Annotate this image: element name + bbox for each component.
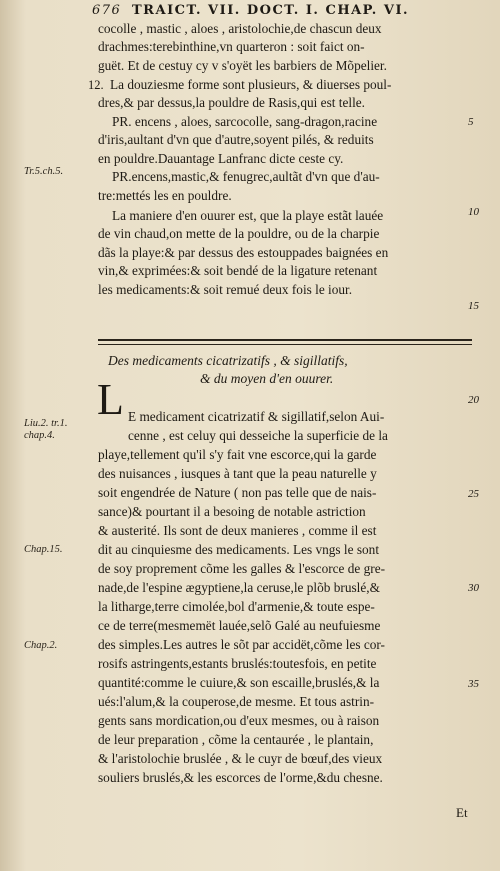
text-line: les medicaments:& soit remué deux fois le iour. — [98, 282, 353, 297]
text-line: vin,& exprimées:& soit bendé de la ligature retenant — [98, 263, 378, 278]
text-line: sance)& pourtant il a besoing de notable astriction — [98, 504, 366, 519]
text-line: playe,tellement qu'il s'y fait vne escorce,qui la garde — [98, 447, 377, 462]
section-heading-line1: Des medicaments cicatrizatifs , & sigillatifs, — [108, 353, 348, 368]
margin-note: Liu.2. tr.1. chap.4. — [24, 418, 68, 441]
text-line: soit engendrée de Nature ( non pas telle que de nais- — [98, 485, 377, 500]
text-line: souliers bruslés,& les escorces de l'orme,&du chesne. — [98, 770, 383, 785]
catchword: Et — [456, 805, 468, 820]
line-number: 35 — [468, 678, 479, 690]
article-number: 12. — [88, 78, 104, 92]
running-title: TRAICT. VII. DOCT. I. CHAP. VI. — [132, 3, 410, 18]
text-line: PR.encens,mastic,& fenugrec,aultãt d'vn que d'au- — [112, 169, 380, 184]
text-line: dãs la playe:& par dessus des estouppades baignées en — [98, 245, 389, 260]
drop-cap: L — [97, 375, 124, 424]
text-line: ce de terre(mesmemët lauée,selõ Galé au neufuiesme — [98, 618, 381, 633]
text-line: nade,de l'espine ægyptiene,la ceruse,le plõb bruslé,& — [98, 580, 380, 595]
text-line: drachmes:terebinthine,vn quarteron : soit faict on- — [98, 39, 365, 54]
text-line: quantité:comme le cuiure,& son escaille,bruslés,& la — [98, 675, 380, 690]
text-line: en pouldre.Dauantage Lanfranc dicte ceste cy. — [98, 151, 344, 166]
line-number: 30 — [468, 582, 479, 594]
text-line: La douziesme forme sont plusieurs, & diuerses poul- — [110, 77, 392, 92]
page-number: 676 — [92, 3, 122, 18]
text-line: cocolle , mastic , aloes , aristolochie,de chascun deux — [98, 21, 382, 36]
text-line: rosifs astringents,estants bruslés:toutesfois, en petite — [98, 656, 377, 671]
line-number: 5 — [468, 116, 474, 128]
text-line: de vin chaud,on mette de la pouldre, ou de la charpie — [98, 226, 380, 241]
text-line: de soy proprement cõme les galles & l'escorce de gre- — [98, 561, 386, 576]
margin-note: Chap.15. — [24, 544, 63, 555]
text-line: gents sans mordication,ou d'eux mesmes, ou à raison — [98, 713, 380, 728]
margin-note: Chap.2. — [24, 640, 58, 651]
text-line: des simples.Les autres le sõt par accidët,cõme les cor- — [98, 637, 385, 652]
text-line: guët. Et de cestuy cy v s'oyët les barbiers de Mõpelier. — [98, 58, 387, 73]
line-number: 15 — [468, 300, 479, 312]
line-number: 20 — [468, 394, 479, 406]
text-line: La maniere d'en ouurer est, que la playe estãt lauée — [112, 208, 384, 223]
line-number: 25 — [468, 488, 479, 500]
text-line: & austerité. Ils sont de deux manieres , comme il est — [98, 523, 377, 538]
text-line: tre:mettés les en pouldre. — [98, 188, 232, 203]
divider-thick — [98, 339, 472, 341]
text-line: la litharge,terre cimolée,bol d'armenie,& toute espe- — [98, 599, 375, 614]
text-line: ués:l'alum,& la couperose,de mesme. Et tous astrin- — [98, 694, 375, 709]
divider-thin — [98, 344, 472, 345]
margin-note: Tr.5.ch.5. — [24, 166, 64, 177]
text-line: & l'aristolochie bruslée , & le cuyr de bœuf,des vieux — [98, 751, 383, 766]
line-number: 10 — [468, 206, 479, 218]
text-line: d'iris,aultant d'vn que d'autre,soyent pilés, & reduits — [98, 132, 374, 147]
text-line: cenne , est celuy qui desseiche la superficie de la — [128, 428, 388, 443]
text-line: PR. encens , aloes, sarcocolle, sang-dragon,racine — [112, 114, 378, 129]
text-line: des nuisances , iusques à tant que la peau naturelle y — [98, 466, 377, 481]
section-heading-line2: & du moyen d'en ouurer. — [200, 371, 334, 386]
text-line: dit au cinquiesme des medicaments. Les vngs le sont — [98, 542, 380, 557]
text-line: dres,& par dessus,la pouldre de Rasis,qui est telle. — [98, 95, 365, 110]
text-line: E medicament cicatrizatif & sigillatif,selon Aui- — [128, 409, 385, 424]
text-line: de leur preparation , cõme la centaurée , le plantain, — [98, 732, 374, 747]
